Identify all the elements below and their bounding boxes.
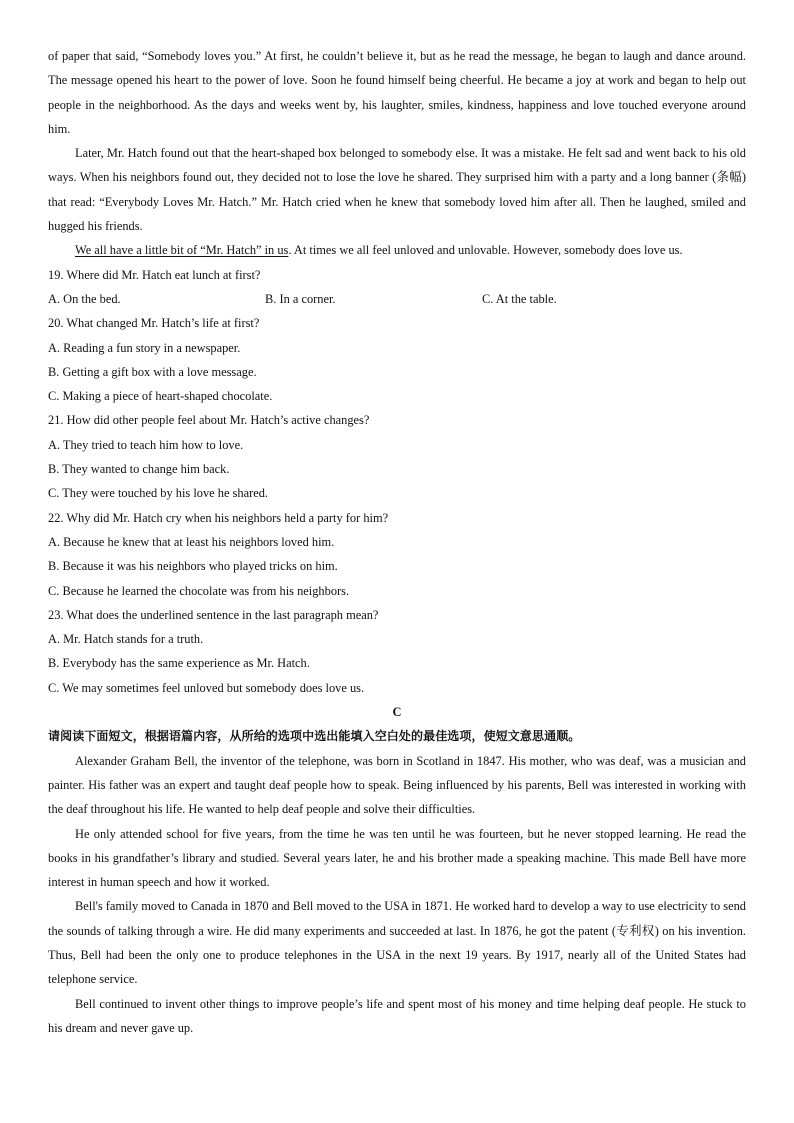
question-21: [48, 408, 746, 505]
section-c-instruction: 请阅读下面短文，根据语篇内容，从所给的选项中选出能填入空白处的最佳选项，使短文意思通顺。: [48, 729, 581, 744]
question-19: [48, 263, 746, 312]
question-stem: 19. Where did Mr. Hatch eat lunch at first?: [48, 267, 261, 282]
document-page: [48, 44, 746, 1040]
option-c: C. Because he learned the chocolate was from his neighbors.: [48, 583, 350, 598]
option-b: B. Because it was his neighbors who played tricks on him.: [48, 559, 338, 574]
paragraph-3-rest: . At times we all feel unloved and unlovable. However, somebody does love us.: [288, 243, 683, 258]
passage-b-paragraph-2: Later, Mr. Hatch found out that the heart-shaped box belonged to somebody else. It was a mistake. He felt sad and went back to his old ways. When his neighbors found out, they decided not to lose the love he shared. They surprised him with a party and a long banner (条幅) that read: “Everybody Loves Mr. Hatch.” Mr. Hatch cried when he knew that somebody loved him after all. Then he laughed, smiled and hugged his friends.: [48, 146, 746, 234]
option-b: B. Getting a gift box with a love message.: [48, 364, 257, 379]
question-options: [48, 287, 746, 311]
section-c-paragraph-1: Alexander Graham Bell, the inventor of the telephone, was born in Scotland in 1847. His mother, who was deaf, was a musician and painter. His father was an expert and taught deaf people how to speak. Being influenced by his parents, Bell was interested in working with the deaf throughout his life. He wanted to help deaf people and solve their difficulties.: [48, 753, 746, 817]
section-c-heading: C: [392, 705, 402, 720]
option-b: B. Everybody has the same experience as Mr. Hatch.: [48, 656, 310, 671]
question-22: [48, 506, 746, 603]
underlined-sentence: We all have a little bit of “Mr. Hatch” in us: [75, 243, 289, 258]
question-stem: 21. How did other people feel about Mr. Hatch’s active changes?: [48, 413, 370, 428]
option-a: A. Mr. Hatch stands for a truth.: [48, 632, 204, 647]
question-23: [48, 603, 746, 700]
question-20: [48, 311, 746, 408]
section-c-paragraph-4: Bell continued to invent other things to improve people’s life and spent most of his money and time helping deaf people. He stuck to his dream and never gave up.: [48, 996, 746, 1035]
option-a: A. Reading a fun story in a newspaper.: [48, 340, 241, 355]
option-c: C. At the table.: [482, 291, 557, 306]
section-c-paragraph-2: He only attended school for five years, from the time he was ten until he was fourteen, but he never stopped learning. He read the books in his grandfather’s library and studied. Several years later, he and his brother made a speaking machine. This made Bell have more interest in human speech and how it worked.: [48, 826, 746, 890]
section-c-paragraph-3: Bell's family moved to Canada in 1870 and Bell moved to the USA in 1871. He worked hard to develop a way to use electricity to send the sounds of talking through a wire. He did many experiments and succeeded at last. In 1876, he got the patent (专利权) on his invention. Thus, Bell had been the only one to produce telephones in the USA in the next 19 years. By 1917, nearly all of the United States had telephone service.: [48, 899, 746, 987]
option-c: C. Making a piece of heart-shaped chocolate.: [48, 389, 273, 404]
option-a: A. On the bed.: [48, 291, 121, 306]
question-stem: 20. What changed Mr. Hatch’s life at first?: [48, 316, 260, 331]
question-stem: 22. Why did Mr. Hatch cry when his neighbors held a party for him?: [48, 510, 389, 525]
option-a: A. They tried to teach him how to love.: [48, 437, 244, 452]
option-b: B. In a corner.: [265, 291, 336, 306]
passage-b-paragraph-3: [48, 238, 746, 262]
option-c: C. They were touched by his love he shared.: [48, 486, 268, 501]
question-stem: 23. What does the underlined sentence in the last paragraph mean?: [48, 607, 379, 622]
passage-b-paragraph-1: of paper that said, “Somebody loves you.” At first, he couldn’t believe it, but as he read the message, he began to laugh and dance around. The message opened his heart to the power of love. Soon he found himself being cheerful. He became a joy at work and began to help out people in the neighborhood. As the days and weeks went by, his laughter, smiles, kindness, happiness and love touched everyone around him.: [48, 49, 746, 136]
option-c: C. We may sometimes feel unloved but somebody does love us.: [48, 680, 365, 695]
option-b: B. They wanted to change him back.: [48, 462, 230, 477]
option-a: A. Because he knew that at least his neighbors loved him.: [48, 534, 335, 549]
